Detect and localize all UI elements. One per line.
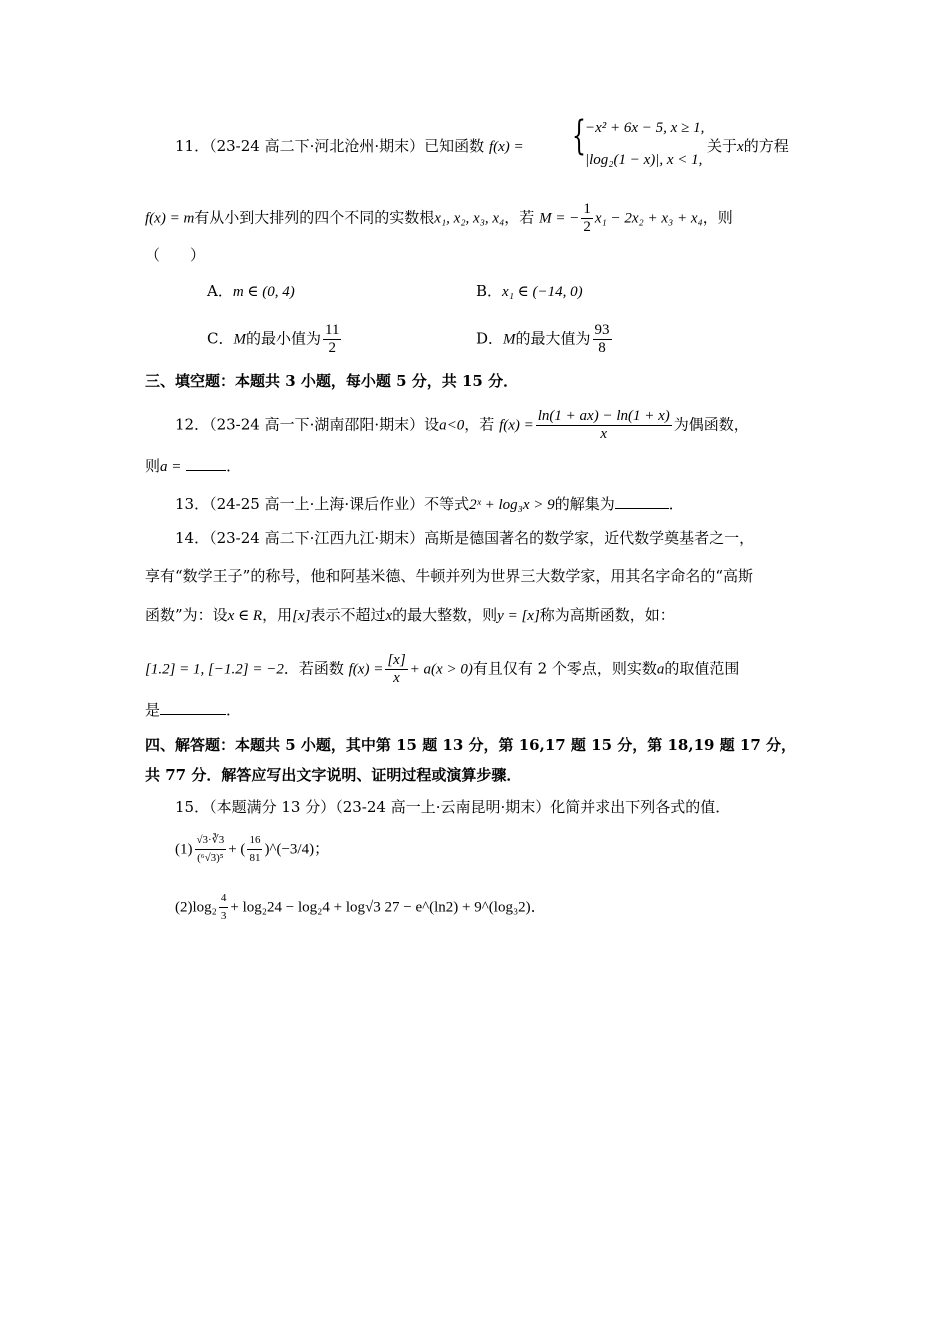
- q11-number: 11．: [175, 137, 210, 155]
- q12-frac-den: x: [600, 426, 608, 442]
- q12-answer-blank[interactable]: [186, 456, 226, 471]
- q11-paren: （ ）: [145, 246, 206, 264]
- q15-part1-fden: 81: [249, 852, 261, 864]
- section4-heading-line1: 四、解答题：本题共 5 小题，其中第 15 题 13 分，第 16,17 题 15 分，第 18,19 题 17 分，: [145, 736, 796, 754]
- q11-option-a-label: A．: [207, 282, 233, 300]
- q14-number: 14．: [175, 529, 210, 547]
- q12-fx: f(x) =: [499, 417, 534, 434]
- q13-tail: 的解集为: [554, 495, 615, 513]
- q15-part1-fnum: 16: [247, 832, 262, 850]
- q11-option-c[interactable]: [207, 322, 343, 358]
- q11-option-d-den: 8: [598, 340, 606, 356]
- q15-part2-fraction: [219, 890, 229, 925]
- q14-l3a: 函数”为：设: [145, 606, 228, 624]
- q15-part1-plus: + (: [228, 841, 246, 858]
- q11-fx-eq-m: f(x) = m: [145, 210, 195, 227]
- q14-examples: [1.2] = 1, [−1.2] = −2: [145, 661, 284, 678]
- q14-is: 是: [145, 701, 161, 719]
- q13-number: 13．: [175, 495, 210, 513]
- q11-case2: |log₂(1 − x)|, x < 1,: [585, 152, 703, 168]
- q11-frac-num: 1: [583, 201, 591, 217]
- q15-part2: [175, 890, 546, 930]
- q14-line1: [175, 528, 754, 548]
- q11-frac-den: 2: [583, 219, 591, 235]
- q12-line2: [145, 456, 241, 477]
- q11-roots-text: 有从小到大排列的四个不同的实数根: [194, 208, 435, 227]
- q11-option-b-text: x₁ ∈ (−14, 0): [502, 284, 583, 300]
- q15-part2-log: log₂: [192, 899, 217, 916]
- q11-option-c-M: M: [233, 331, 246, 348]
- q14-var-x: x: [385, 608, 393, 624]
- q14-l4g: 的取值范围: [664, 659, 740, 678]
- q11-M-expr-b: x₁ − 2x₂ + x₃ + x₄: [594, 210, 703, 227]
- q14-l4b: ．若函数: [283, 659, 344, 678]
- q15-part2-fden: 3: [220, 910, 227, 922]
- q15-line1: [175, 797, 730, 817]
- q15-part1-exp: )^(−3/4): [264, 841, 315, 858]
- q11-half-fraction: [581, 201, 593, 236]
- q15-part1-label: (1): [175, 841, 193, 858]
- q11-case1: −x² + 6x − 5, x ≥ 1,: [585, 120, 705, 136]
- q14-line2: 享有“数学王子”的称号，他和阿基米德、牛顿并列为世界三大数学家，用其名字命名的“高斯: [145, 567, 754, 585]
- q11-option-c-text: 的最小值为: [245, 329, 321, 348]
- q11-var-x: x: [737, 139, 744, 155]
- q13-end: ．: [668, 495, 684, 513]
- q11-if: ，若: [504, 208, 535, 227]
- q13-inequality: 2ˣ + log₃x > 9: [469, 497, 555, 513]
- q11-source: （23-24 高二下·河北沧州·期末）已知函数: [209, 137, 485, 155]
- q15-part2-fnum: 4: [219, 890, 229, 908]
- q14-line5: [145, 700, 241, 720]
- q11-line1: [175, 136, 524, 157]
- q14-line4: [145, 652, 739, 688]
- q11-fx-def: f(x) =: [488, 139, 524, 155]
- q12-then: 则: [145, 457, 161, 475]
- q11-brace: {: [572, 113, 586, 159]
- q11-option-d-text: 的最大值为: [515, 329, 591, 348]
- q11-line1-tail: [707, 136, 789, 157]
- q11-option-d[interactable]: [476, 322, 614, 358]
- q15-part1: [175, 832, 329, 872]
- q15-part1-fraction: [195, 832, 227, 867]
- q11-equation-word: 的方程: [743, 137, 789, 155]
- q12-end: ．: [226, 457, 242, 475]
- q14-var-a: a: [656, 661, 665, 678]
- q12-frac-num: ln(1 + ax) − ln(1 + x): [537, 408, 670, 424]
- q11-option-c-fraction: [323, 322, 341, 357]
- q14-end: ．: [226, 701, 242, 719]
- q14-l3e: 表示不超过: [310, 606, 386, 624]
- q11-option-b-label: B．: [476, 282, 503, 300]
- q14-frac-den: x: [393, 670, 400, 686]
- q11-option-c-label: C．: [207, 329, 234, 348]
- section3-heading: 三、填空题：本题共 3 小题，每小题 5 分，共 15 分．: [145, 372, 519, 390]
- q11-option-a-text: m ∈ (0, 4): [232, 284, 295, 300]
- q15-part2-label: (2): [175, 899, 193, 916]
- q12-if: ，若: [464, 415, 495, 434]
- q13-line: [175, 494, 684, 515]
- q15-text: （本题满分 13 分）（23-24 高一上·云南昆明·期末）化简并求出下列各式的值．: [209, 798, 731, 816]
- q14-y-eq: y = [x]: [497, 608, 540, 624]
- q14-fx: f(x) =: [348, 661, 384, 678]
- q12-even-function: 为偶函数，: [673, 415, 749, 434]
- q11-option-d-num: 93: [594, 322, 610, 338]
- q14-l3i: 称为高斯函数，如：: [539, 606, 675, 624]
- q11-option-b[interactable]: [476, 281, 583, 302]
- q11-then: ，则: [702, 208, 733, 227]
- q11-option-d-M: M: [503, 331, 516, 348]
- q15-part1-end: ；: [314, 839, 330, 858]
- q12-a-eq: a =: [160, 459, 182, 475]
- q14-text1: （23-24 高二下·江西九江·期末）高斯是德国著名的数学家，近代数学奠基者之一，: [209, 529, 755, 547]
- q15-number: 15．: [175, 798, 210, 816]
- q14-l4e: 有且仅有 2 个零点，则实数: [472, 659, 657, 678]
- q11-option-d-label: D．: [476, 329, 504, 348]
- q12-condition: a<0: [439, 417, 465, 434]
- q12-line1: [175, 408, 749, 444]
- q14-l3c: ，用: [262, 606, 293, 624]
- q11-option-a[interactable]: [207, 281, 295, 302]
- q14-fraction: [385, 652, 407, 687]
- q11-option-d-fraction: [593, 322, 612, 357]
- q11-about: 关于: [707, 137, 738, 155]
- q15-part1-fraction2: [247, 832, 262, 867]
- q14-line3: [145, 605, 675, 626]
- q14-l4d: + a(x > 0): [409, 661, 473, 678]
- q14-l3g: 的最大整数，则: [392, 606, 498, 624]
- q12-source: （23-24 高一下·湖南邵阳·期末）设: [209, 415, 440, 434]
- q11-line2: [145, 201, 733, 235]
- section4-heading-line2: 共 77 分．解答应写出文字说明、证明过程或演算步骤．: [145, 766, 522, 784]
- q15-part1-num: √3·∛3: [195, 832, 227, 850]
- q11-M-expr-a: M = −: [539, 210, 580, 227]
- q12-number: 12．: [175, 415, 210, 434]
- q14-answer-blank[interactable]: [160, 700, 226, 715]
- q13-answer-blank[interactable]: [615, 494, 669, 509]
- q11-option-c-den: 2: [328, 340, 336, 356]
- q15-part2-expr: + log₂24 − log₂4 + log√3 27 − e^(ln2) + 9^(log₃2): [230, 899, 531, 916]
- q14-x-in-R: x ∈ R: [227, 608, 263, 624]
- q11-option-c-num: 11: [325, 322, 340, 338]
- q14-frac-num: [x]: [387, 652, 406, 668]
- q15-part1-den: (⁶√3)⁵: [197, 852, 224, 864]
- q11-roots: x₁, x₂, x₃, x₄: [434, 210, 505, 227]
- q12-fraction: [536, 408, 672, 443]
- q14-bracket-x: [x]: [292, 608, 311, 624]
- q15-part2-end: ．: [530, 897, 546, 916]
- q13-source: （24-25 高一上·上海·课后作业）不等式: [209, 495, 470, 513]
